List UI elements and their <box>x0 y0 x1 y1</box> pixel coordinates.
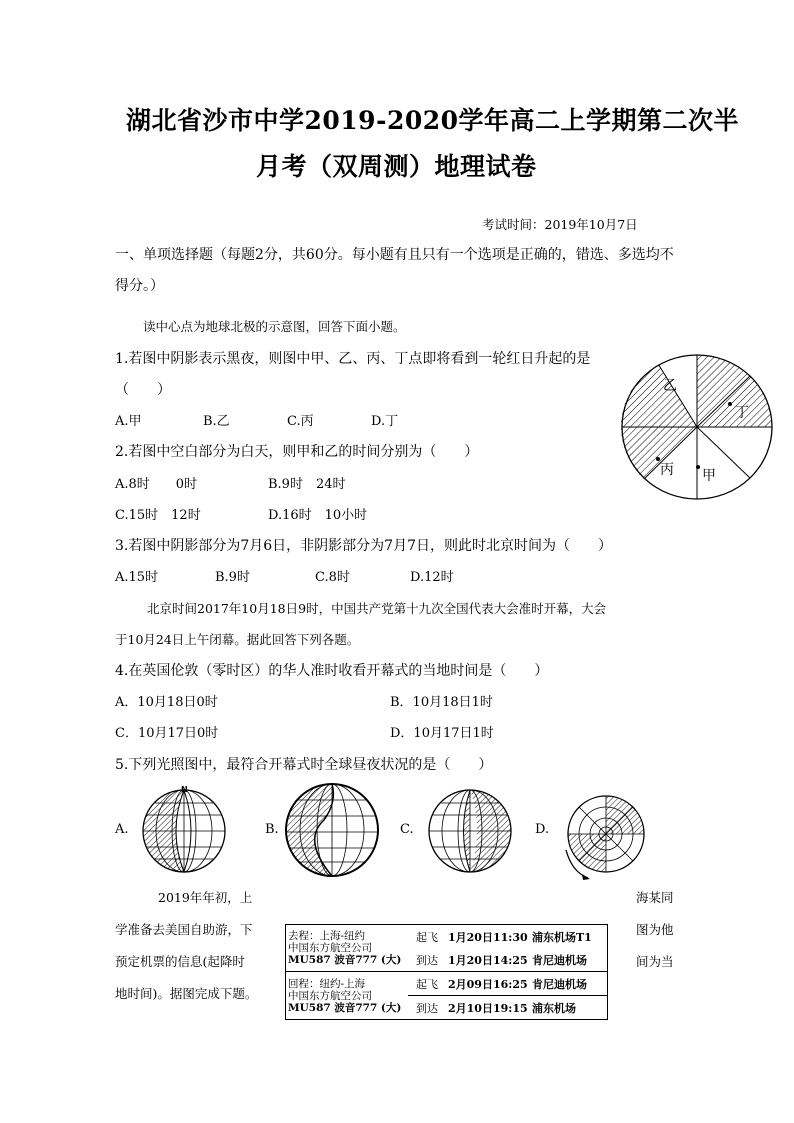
polar-diagram <box>620 352 780 502</box>
outbound-airline: 中国东方航空公司 <box>288 942 372 954</box>
intro-trip-right2: 图为他 <box>636 922 674 937</box>
return-arrive-airport: 浦东机场 <box>532 1001 576 1015</box>
return-route: 回程：纽约-上海 <box>288 977 366 990</box>
q5-option-a[interactable]: A. <box>115 822 129 837</box>
globe-a-north-label: N <box>181 785 188 794</box>
question-2-stem: 2.若图中空白部分为白天，则甲和乙的时间分别为（ ） <box>115 444 479 460</box>
outbound-arrive-time: 1月20日14:25 <box>446 948 530 972</box>
outbound-depart-airport: 浦东机场T1 <box>532 930 592 944</box>
return-arrive-action: 到达 <box>416 1001 438 1015</box>
q5-option-b[interactable]: B. <box>265 822 279 837</box>
globe-b[interactable] <box>282 780 382 880</box>
q1-option-b[interactable]: B.乙 <box>203 414 230 429</box>
flight-row <box>286 972 608 996</box>
intro-trip-line3: 预定机票的信息(起降时 <box>115 954 245 969</box>
q4-option-a[interactable]: A．10月18日0时 <box>115 695 218 710</box>
outbound-arrive-action: 到达 <box>408 948 446 972</box>
point-ding-label: 丁 <box>735 405 749 421</box>
flight-table <box>285 924 608 1020</box>
exam-time: 考试时间：2019年10月7日 <box>482 217 638 232</box>
q2-option-a[interactable]: A.8时 0时 <box>115 477 198 492</box>
section-heading: 一、单项选择题（每题2分，共60分。每小题有且只有一个选项是正确的，错选、多选均不 <box>115 247 674 263</box>
q4-option-b[interactable]: B．10月18日1时 <box>390 695 493 710</box>
return-depart-time: 2月09日16:25 <box>446 972 530 996</box>
return-depart-action: 起飞 <box>408 972 446 996</box>
q1-option-a[interactable]: A.甲 <box>115 414 142 429</box>
section-heading-cont: 得分。） <box>115 278 164 294</box>
outbound-depart-time: 1月20日11:30 <box>448 930 528 944</box>
intro-polar: 读中心点为地球北极的示意图，回答下面小题。 <box>143 319 406 334</box>
q5-option-d[interactable]: D. <box>535 822 550 837</box>
q3-option-b[interactable]: B.9时 <box>215 570 250 585</box>
intro-trip-line4: 地时间)。据图完成下题。 <box>115 986 258 1001</box>
flight-row <box>286 925 608 949</box>
return-flight: MU587 波音777 (大) <box>288 1001 402 1014</box>
q2-option-c[interactable]: C.15时 12时 <box>115 508 201 523</box>
night-sector-left <box>621 365 697 480</box>
intro-trip-line2: 学准备去美国自助游，下 <box>115 922 253 937</box>
q5-option-c[interactable]: C. <box>400 822 414 837</box>
q3-option-c[interactable]: C.8时 <box>315 570 350 585</box>
q2-option-b[interactable]: B.9时 24时 <box>268 477 346 492</box>
intro-congress: 北京时间2017年10月18日9时，中国共产党第十九次全国代表大会准时开幕，大会 <box>147 601 607 616</box>
outbound-route: 去程：上海-纽约 <box>288 930 366 942</box>
q1-option-d[interactable]: D.丁 <box>371 414 399 429</box>
q1-option-c[interactable]: C.丙 <box>287 414 314 429</box>
intro-trip-right3: 间为当 <box>636 954 674 969</box>
page-title-line1: 湖北省沙市中学2019-2020学年高二上学期第二次半 <box>126 106 740 135</box>
outbound-arrive-airport: 肯尼迪机场 <box>530 948 608 972</box>
q2-option-d[interactable]: D.16时 10小时 <box>268 508 368 523</box>
return-depart-airport: 肯尼迪机场 <box>530 972 608 996</box>
question-4-stem: 4.在英国伦敦（零时区）的华人准时收看开幕式的当地时间是（ ） <box>115 663 549 679</box>
intro-trip-line1: 2019年年初，上 <box>158 890 253 905</box>
question-1-blank: （ ） <box>115 382 171 398</box>
outbound-flight: MU587 波音777 (大) <box>288 954 402 966</box>
q4-option-c[interactable]: C．10月17日0时 <box>115 726 219 741</box>
return-arrive-time: 2月10日19:15 <box>448 1001 528 1015</box>
return-airline: 中国东方航空公司 <box>288 989 372 1002</box>
point-jia-label: 甲 <box>702 468 716 484</box>
q3-option-d[interactable]: D.12时 <box>410 570 454 585</box>
intro-congress-cont: 于10月24日上午闭幕。据此回答下列各题。 <box>115 632 360 647</box>
globe-c[interactable] <box>424 785 516 875</box>
point-bing-label: 丙 <box>660 462 674 478</box>
question-3-stem: 3.若图中阴影部分为7月6日，非阴影部分为7月7日，则此时北京时间为（ ） <box>115 538 612 554</box>
q3-option-a[interactable]: A.15时 <box>115 570 159 585</box>
intro-trip-right1: 海某同 <box>636 890 674 905</box>
globe-d[interactable] <box>558 790 652 882</box>
question-1-stem: 1.若图中阴影表示黑夜，则图中甲、乙、丙、丁点即将看到一轮红日升起的是 <box>115 351 591 367</box>
globe-a[interactable] <box>138 785 230 875</box>
point-yi-label: 乙 <box>663 378 677 394</box>
q4-option-d[interactable]: D．10月17日1时 <box>390 726 494 741</box>
question-5-stem: 5.下列光照图中，最符合开幕式时全球昼夜状况的是（ ） <box>115 757 493 773</box>
outbound-depart-action: 起飞 <box>416 930 438 944</box>
page-title-line2: 月考（双周测）地理试卷 <box>256 152 537 181</box>
